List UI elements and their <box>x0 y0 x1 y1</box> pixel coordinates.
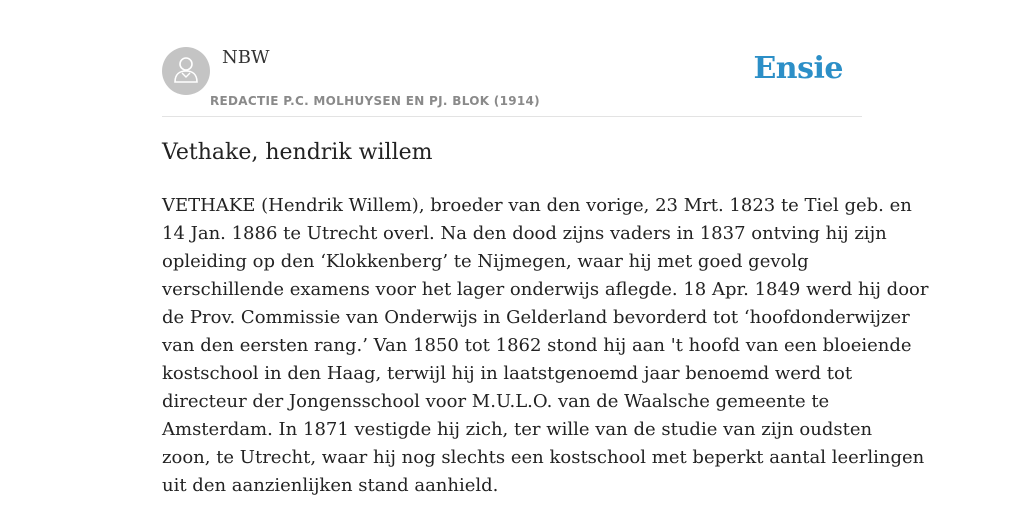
ensie-logo[interactable]: Ensie <box>753 51 843 86</box>
source-credit: REDACTIE P.C. MOLHUYSEN EN PJ. BLOK (1914) <box>210 94 540 108</box>
article-line: verschillende examens voor het lager onderwijs aflegde. 18 Apr. 1849 werd hij door <box>162 279 929 300</box>
avatar[interactable] <box>162 47 210 95</box>
author-name[interactable]: NBW <box>222 47 270 68</box>
article-line: directeur der Jongensschool voor M.U.L.O. van de Waalsche gemeente te <box>162 391 830 412</box>
article-body <box>162 192 929 500</box>
page <box>162 0 929 512</box>
user-icon <box>173 55 199 88</box>
header <box>162 0 862 117</box>
article-line: VETHAKE (Hendrik Willem), broeder van den vorige, 23 Mrt. 1823 te Tiel geb. en <box>162 195 912 216</box>
article-line: zoon, te Utrecht, waar hij nog slechts een kostschool met beperkt aantal leerlingen <box>162 447 925 468</box>
article-title: Vethake, hendrik willem <box>162 140 433 165</box>
article-line: opleiding op den ‘Klokkenberg’ te Nijmegen, waar hij met goed gevolg <box>162 251 809 272</box>
article-line: van den eersten rang.’ Van 1850 tot 1862 stond hij aan 't hoofd van een bloeiende <box>162 335 912 356</box>
article-line: kostschool in den Haag, terwijl hij in laatstgenoemd jaar benoemd werd tot <box>162 363 853 384</box>
article-line: Amsterdam. In 1871 vestigde hij zich, ter wille van de studie van zijn oudsten <box>162 419 873 440</box>
article-line: uit den aanzienlijken stand aanhield. <box>162 475 499 496</box>
article-line: de Prov. Commissie van Onderwijs in Gelderland bevorderd tot ‘hoofdonderwijzer <box>162 307 910 328</box>
article-line: 14 Jan. 1886 te Utrecht overl. Na den dood zijns vaders in 1837 ontving hij zijn <box>162 223 887 244</box>
